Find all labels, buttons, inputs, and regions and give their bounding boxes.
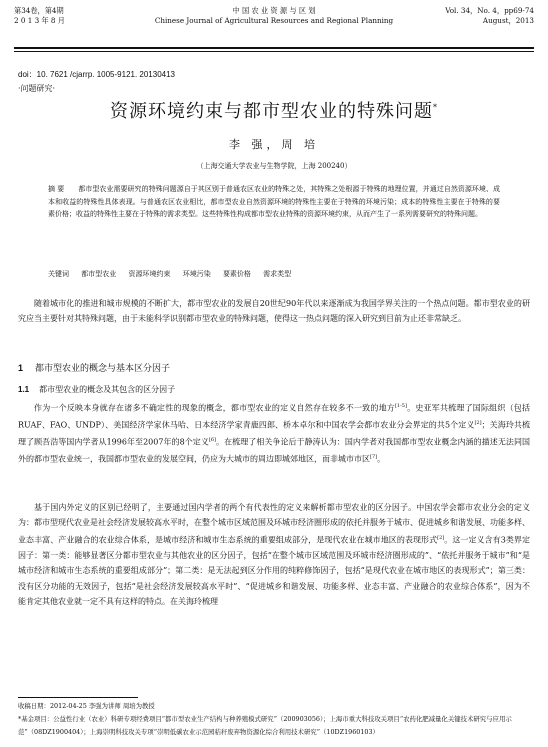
header-rule-thin xyxy=(14,51,534,52)
vol-pages: Vol. 34，No. 4，pp69-74 xyxy=(445,6,534,15)
p2-text-a: 作为一个反映本身就存在诸多不确定性的现象的概念，都市型农业的定义自然存在较多不一致的地方 xyxy=(34,403,395,413)
citation: [7] xyxy=(370,454,378,461)
issue-date-en: August，2013 xyxy=(482,16,534,25)
paper-title xyxy=(0,97,548,123)
intro-paragraph: 随着城市化的推进和城市规模的不断扩大，都市型农业的发展自20世纪90年代以来逐渐成为我国学界关注的一个热点问题。都市型农业的研究应当主要针对其特殊问题，由于未能科学识别都市型农业的特殊问题，使得这一热点问题的深入研究到目前为止还非常缺乏。 xyxy=(18,299,530,324)
title-footnote-mark: * xyxy=(433,103,438,112)
body-paragraph-2 xyxy=(18,399,530,467)
keywords xyxy=(48,269,500,279)
journal-title-en: Chinese Journal of Agricultural Resources and Regional Planning xyxy=(154,16,394,25)
citation: [6] xyxy=(208,437,216,444)
abstract-label: 摘 要 xyxy=(48,185,65,193)
volume-issue: 第34卷，第4期 xyxy=(14,6,64,15)
subsection-number: 1.1 xyxy=(18,385,30,394)
funding-note: *基金项目：公益性行业（农业）科研专项经费项目“都市型农业生产结构与种养殖模式研究”（200903056）；上海市重大科技攻关项目“农药化肥减量化关键技术研究与应用示范”（08DZ1900404）；上海崇明科技攻关专项“崇明低碳农业示范园秸秆废弃物资源化综合利用技术研究”（10DZ1960103） xyxy=(18,715,512,736)
affiliation: （上海交通大学农业与生物学院，上海 200240） xyxy=(196,162,352,170)
section-heading-1 xyxy=(18,361,170,374)
abstract-text: 都市型农业需要研究的特殊问题源自于其区别于普通农区农业的特殊之处，其特殊之处根源于特殊的地理位置，并通过自然资源环境、成本和收益的特殊性具体表现。与普通农区农业相比，都市型农业自然资源环境的特殊性主要在于特殊的环境污染；成本的特殊性主要在于特殊的要素价格；收益的特殊性主要在于特殊的需求类型。这些特殊性构成都市型农业特殊的资源环境约束，从而产生了一系列需要研究的特殊问题。 xyxy=(48,185,500,218)
abstract xyxy=(48,183,500,221)
citation: [2] xyxy=(437,534,445,541)
subsection-heading-1-1 xyxy=(18,384,175,395)
issue-date: 2 0 1 3 年 8 月 xyxy=(14,16,65,25)
received-date: 收稿日期：2012-04-25 李强为讲师 周培为教授 xyxy=(18,702,155,710)
authors: 李 强，周 培 xyxy=(229,138,319,151)
keyword: 需求类型 xyxy=(263,270,292,278)
p3-text-a: 基于国内外定义的区别已经明了，主要通过国内学者的两个有代表性的定义来解析都市型农业的区分因子。中国农学会都市农业分会的定义为：都市型现代农业是社会经济发展较高水平时，在整个城市区域范围及环城市经济圈形成的依托并服务于城市、促进城乡和谐发展、功能多样、业态丰富、产业融合的农业综合体系，是城市经济和城市生态系统的重要组成部分，是现代农业在城市地区的表现形式 xyxy=(18,503,530,545)
footnote-rule xyxy=(18,697,138,698)
p2-text-b: 。史亚军共梳理了国际组织（包括RUAF、FAO、UNDP）、美国经济学家休马哈、日本经济学家青鹿四郎、桥本卓尔和中国农学会都市农业分会界定的共5个定义 xyxy=(18,403,530,430)
keyword: 环境污染 xyxy=(182,270,211,278)
journal-title-cn: 中 国 农 业 资 源 与 区 划 xyxy=(232,6,316,15)
header-right xyxy=(445,6,534,26)
footnotes xyxy=(18,700,530,739)
paper-title-text: 资源环境约束与都市型农业的特殊问题 xyxy=(110,101,433,122)
keyword: 资源环境约束 xyxy=(128,270,171,278)
p3-text-b: 。这一定义含有3类界定因子：第一类：能够显著区分都市型农业与其他农业的区分因子，包括“在整个城市区域范围及环城市经济圈形成的”、“依托并服务于城市”和“是城市经济和城市生态系统的重要组成部分”；第二类：是无法起到区分作用的纯粹修饰因子，包括“是现代农业在城市地区的表现形式”；第三类：没有区分功能的无效因子，包括“是社会经济发展较高水平时”、“促进城乡和谐发展、功能多样、业态丰富、产业融合的农业综合体系”，因为不能肯定其他农业就一定不具有这样的特点。在关海玲梳理 xyxy=(18,535,530,607)
body-paragraph-3 xyxy=(18,500,530,610)
doi: doi：10. 7621 /cjarrp. 1005-9121. 20130413 xyxy=(18,70,176,79)
section-label: ·问题研究· xyxy=(18,84,56,93)
keyword: 都市型农业 xyxy=(81,270,117,278)
p2-text-e: 。 xyxy=(377,454,386,464)
citation: [1-5] xyxy=(394,403,407,409)
header-rule-thick xyxy=(14,47,534,49)
keyword: 要素价格 xyxy=(222,270,251,278)
p2-text-c: ；关海玲共梳理了顾吾浩等国内学者从1996年至2007年的8个定义 xyxy=(18,420,531,447)
section-number: 1 xyxy=(18,363,24,373)
subsection-title: 都市型农业的概念及其包含的区分因子 xyxy=(39,385,176,394)
section-title: 都市型农业的概念与基本区分因子 xyxy=(35,363,171,373)
citation: [2] xyxy=(474,420,482,427)
p2-text-d: 。在梳理了相关争论后于静涛认为：国内学者对我国都市型农业概念内涵的描述无法同国外的都市型农业统一，我国都市型农业的发展空间，仍应为大城市的周边即城郊地区，而非城市市区 xyxy=(18,437,530,464)
keywords-label: 关键词 xyxy=(48,270,69,278)
